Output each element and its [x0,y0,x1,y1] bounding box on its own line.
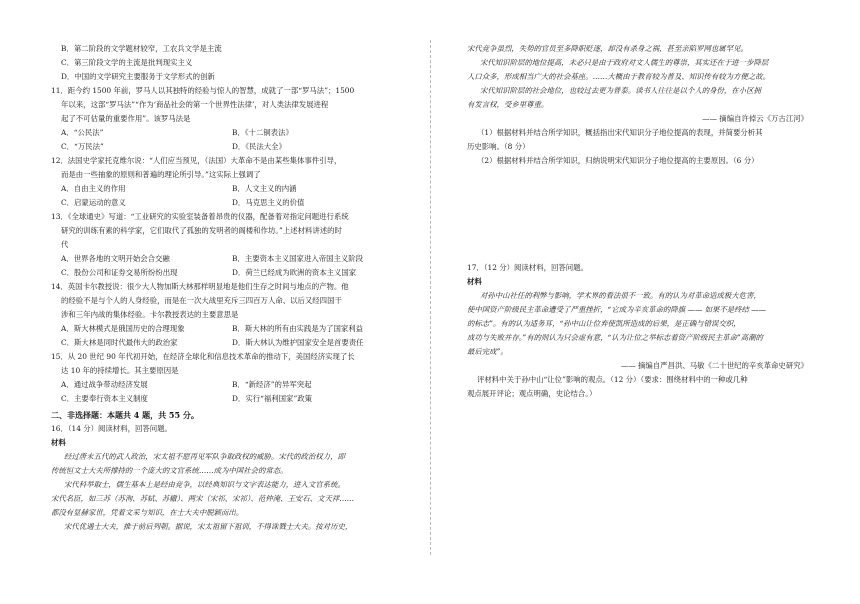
q17-material-line: 最后完成”。 [467,347,508,356]
q13-option-b: B．主要资本主义国家进入帝国主义阶段 [232,254,364,263]
q11-options-row [51,140,403,154]
q17-task-line: 观点展开评论；观点明确，史论结合。） [467,389,597,398]
q11-stem-line: 年以来，这部“罗马法”“作为‘商品社会的第一个世界性法律’，对人类法律发展进程 [61,100,329,109]
section-heading: 二、非选择题：本题共 4 题，共 55 分。 [51,410,199,420]
q14-stem-line: 涉和三年内战的集体经验。卡尔教授表达的主要意思是 [61,310,239,319]
q13-option-c: C．股份公司和证券交易所纷纷出现 [61,268,178,277]
q15-option-a: A．通过战争带动经济发展 [61,380,148,389]
q16-material-line: 都没有显赫家世，凭着文采与知识，在士大夫中脱颖而出。 [51,508,244,517]
q16-task-line: 历史影响。（8 分） [467,142,530,151]
q15-option-d: D．实行“福利国家”政策 [232,394,312,403]
q12-stem-line: 而是由一些抽象的原则和普遍的理论所引导。”这实际上强调了 [61,170,261,179]
q11-stem-line: 11．距今约 1500 年前，罗马人以其独特的经验与惊人的智慧，成就了一部“罗马法”；1500 [51,86,355,95]
q13-option-d: D．荷兰已经成为欧洲的资本主义国家 [232,268,357,277]
q14-stem-line: 14．英国卡尔教授说：很少大人物加斯大林那样明显地是他们生存之时间与地点的产物。他 [51,282,349,291]
question-11 [51,84,403,154]
q17-source: —— 摘编自严昌洪、马敏《二十世纪的辛亥革命史研究》 [620,361,808,370]
q12-options-row [51,196,403,210]
q16-stem: 16．（14 分）阅读材料，回答问题。 [51,424,172,433]
q10-option-d: D．中国的文学研究主要服务于文学形式的创新 [61,72,215,81]
q12-option-c: C．启蒙运动的意义 [61,198,126,207]
q16-material-label: 材料 [51,438,66,447]
q11-option-c: C．“万民法” [61,142,104,151]
column-divider [430,40,431,555]
q16-task-line: （1）根据材料并结合所学知识，概括指出宋代知识分子地位提高的表现，并简要分析其 [477,128,763,137]
q15-option-b: B．“新经济”的异军突起 [232,380,312,389]
q16-material-line: 宋代名臣，如三苏（苏洵、苏轼、苏辙）、两宋（宋祁、宋祁）、范仲淹、王安石、文天祥…… [51,494,355,503]
question-14 [51,280,403,350]
q17-material-line: 成功与失败并存。”有的则认为只会虚有意，“认为让位之举标志着资产阶级民主革命”高潮的 [467,333,763,342]
question-12 [51,154,403,210]
q16-material-line: 有发言权，受乡里尊重。 [467,100,549,109]
q11-options-row [51,126,403,140]
q16-material-line: 宋代知识阶层的社会地位，也较过去更为普泰。读书人往往是以个人的身份，在小区拥 [480,86,761,95]
q16-material-line: 人口众多，形成相当广大的社会基座。……大概由于教育较为普及、知识传有较为方便之故。 [467,72,771,81]
q17-material-line: 的标志”。有的认为适务耳，“孙中山让位弃使凯所造成的后果，是正确与错误交织， [467,319,741,328]
question-16 [51,422,403,534]
q17-material-line: 使中国资产阶级民主革命遭受了严重挫折，“它成为辛亥革命的降旗 —— 如果不是终结 —— [467,305,767,314]
q15-stem-line: 15．从 20 世纪 90 年代初开始，在经济全球化和信息技术革命的推动下，美国经济实现了长 [51,352,355,361]
q13-stem-line: 研究的训练有素的科学家，它们取代了孤独的发明者的阁楼和作坊。”上述材料讲述的时 [61,226,342,235]
q16-task-line: （2）根据材料并结合所学知识，归纳说明宋代知识分子地位提高的主要原因。（6 分） [477,156,759,165]
q13-stem-line: 代 [61,240,69,249]
q12-option-d: D．马克思主义的价值 [232,198,305,207]
q13-options-row [51,266,403,280]
question-15 [51,350,403,406]
q15-options-row [51,378,403,392]
q16-source: —— 摘编自许倬云《万古江河》 [702,114,808,123]
q14-option-a: A．斯大林模式是俄国历史的合理现象 [61,324,185,333]
q14-options-row [51,336,403,350]
q12-stem-line: 12．法国史学家托克维尔说：“人们应当预见，（法国）大革命不是由某些集体事件引导， [51,156,342,165]
q14-option-b: B．斯大林的所有由实践是为了国家利益 [232,324,364,333]
q17-task-line: 评材料中关于孙中山“让位”影响的观点。（12 分）（要求：围绕材料中的一种或几种 [477,375,748,384]
q13-options-row [51,252,403,266]
question-13 [51,210,403,280]
q16-material-line: 宋代知识阶层的地位提高，未必只是由于政府对文人儒生的尊崇，其实还在于进一步降层 [480,58,769,67]
q12-option-a: A．自由主义的作用 [61,184,126,193]
q12-option-b: B．人文主义的内涵 [232,184,297,193]
q17-material-label: 材料 [467,277,482,286]
q11-stem-line: 起了不可估量的重要作用”。该罗马法是 [61,114,191,123]
q17-stem: 17．（12 分）阅读材料，回答问题。 [467,263,588,272]
q13-stem-line: 13．《全球通史》写道：“工业研究的实验室装备着昂贵的仪器，配备着对指定问题进行系统 [51,212,349,221]
q15-option-c: C．主要奉行资本主义制度 [61,394,148,403]
q13-option-a: A．世界各地的文明开始会合交融 [61,254,170,263]
q16-material-line: 宋代竞争虽烈，失势的官员至多降职贬逐，却没有杀身之祸，甚至亲陷罗网也属罕见。 [467,44,748,53]
q10-option-c: C．第三阶段文学的主流是批判现实主义 [61,58,193,67]
q16-material-line: 经过唐末五代的武人政治，宋太祖不愿再见军队争取政权的威胁。宋代的政治权力，即 [64,452,345,461]
q14-option-c: C．斯大林是同时代最伟大的政治家 [61,338,178,347]
q11-option-a: A．“公民法” [61,128,104,137]
q16-material-line: 传统恒文士大夫所撑持的一个庞大的文官系统……成为中国社会的常态。 [51,466,288,475]
q17-material-line: 对孙中山社任的利弊与影响，学术界的看法很不一致。有的认为对革命造成极大危害， [480,291,761,300]
q16-material-line: 宋代优遇士大夫，推于前后列朝。据说，宋太祖留下祖训，不得诛戮士大夫。按对历史， [64,522,353,531]
q15-stem-line: 达 10 年的持续增长。其主要原因是 [61,366,179,375]
left-column [51,42,403,534]
q11-option-d: D．《民法大全》 [232,142,286,151]
q16-material-continued [467,42,820,112]
right-column [467,42,820,401]
q14-stem-line: 的经验不是与个人的人身经验，而是在一次大战里充斥三四百万人命、以后又经四国干 [61,296,342,305]
answer-space [467,168,820,261]
question-17 [467,261,820,401]
q14-option-d: D．斯大林认为维护国家安全是首要责任 [232,338,364,347]
q11-option-b: B．《十二铜表法》 [232,128,293,137]
q16-material-line: 宋代科举取士，儒生基本上是经由竞争，以经典知识与文字表达能力，进入文官系统。 [64,480,345,489]
q14-options-row [51,322,403,336]
q12-options-row [51,182,403,196]
q15-options-row [51,392,403,406]
q10-option-b: B．第二阶段的文学题材较窄，工农兵文学是主流 [61,44,222,53]
